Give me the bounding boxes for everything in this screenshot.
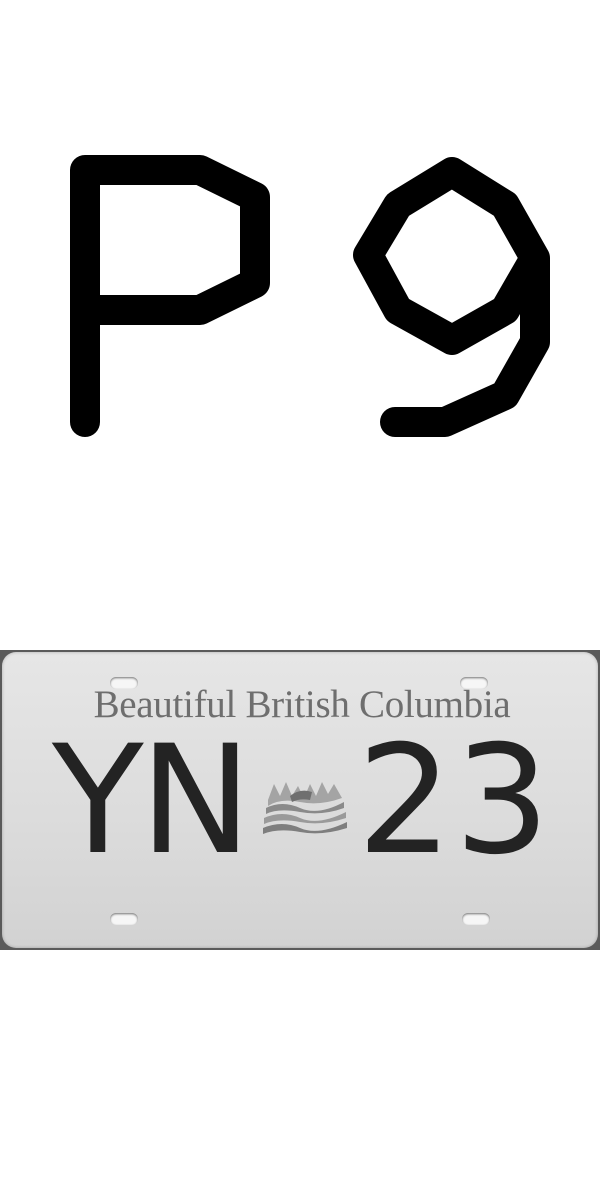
mounting-hole [110,913,138,925]
license-plate-photo [0,650,600,950]
flag-emblem-icon [260,778,350,842]
mounting-hole [462,913,490,925]
handwritten-digit-9 [368,172,535,422]
plate-characters-left: YN [52,714,248,888]
plate-slogan: Beautiful British Columbia [93,683,511,726]
license-plate [2,652,598,948]
plate-characters-right: 23 [357,714,552,888]
handwritten-letter-p [85,170,255,422]
